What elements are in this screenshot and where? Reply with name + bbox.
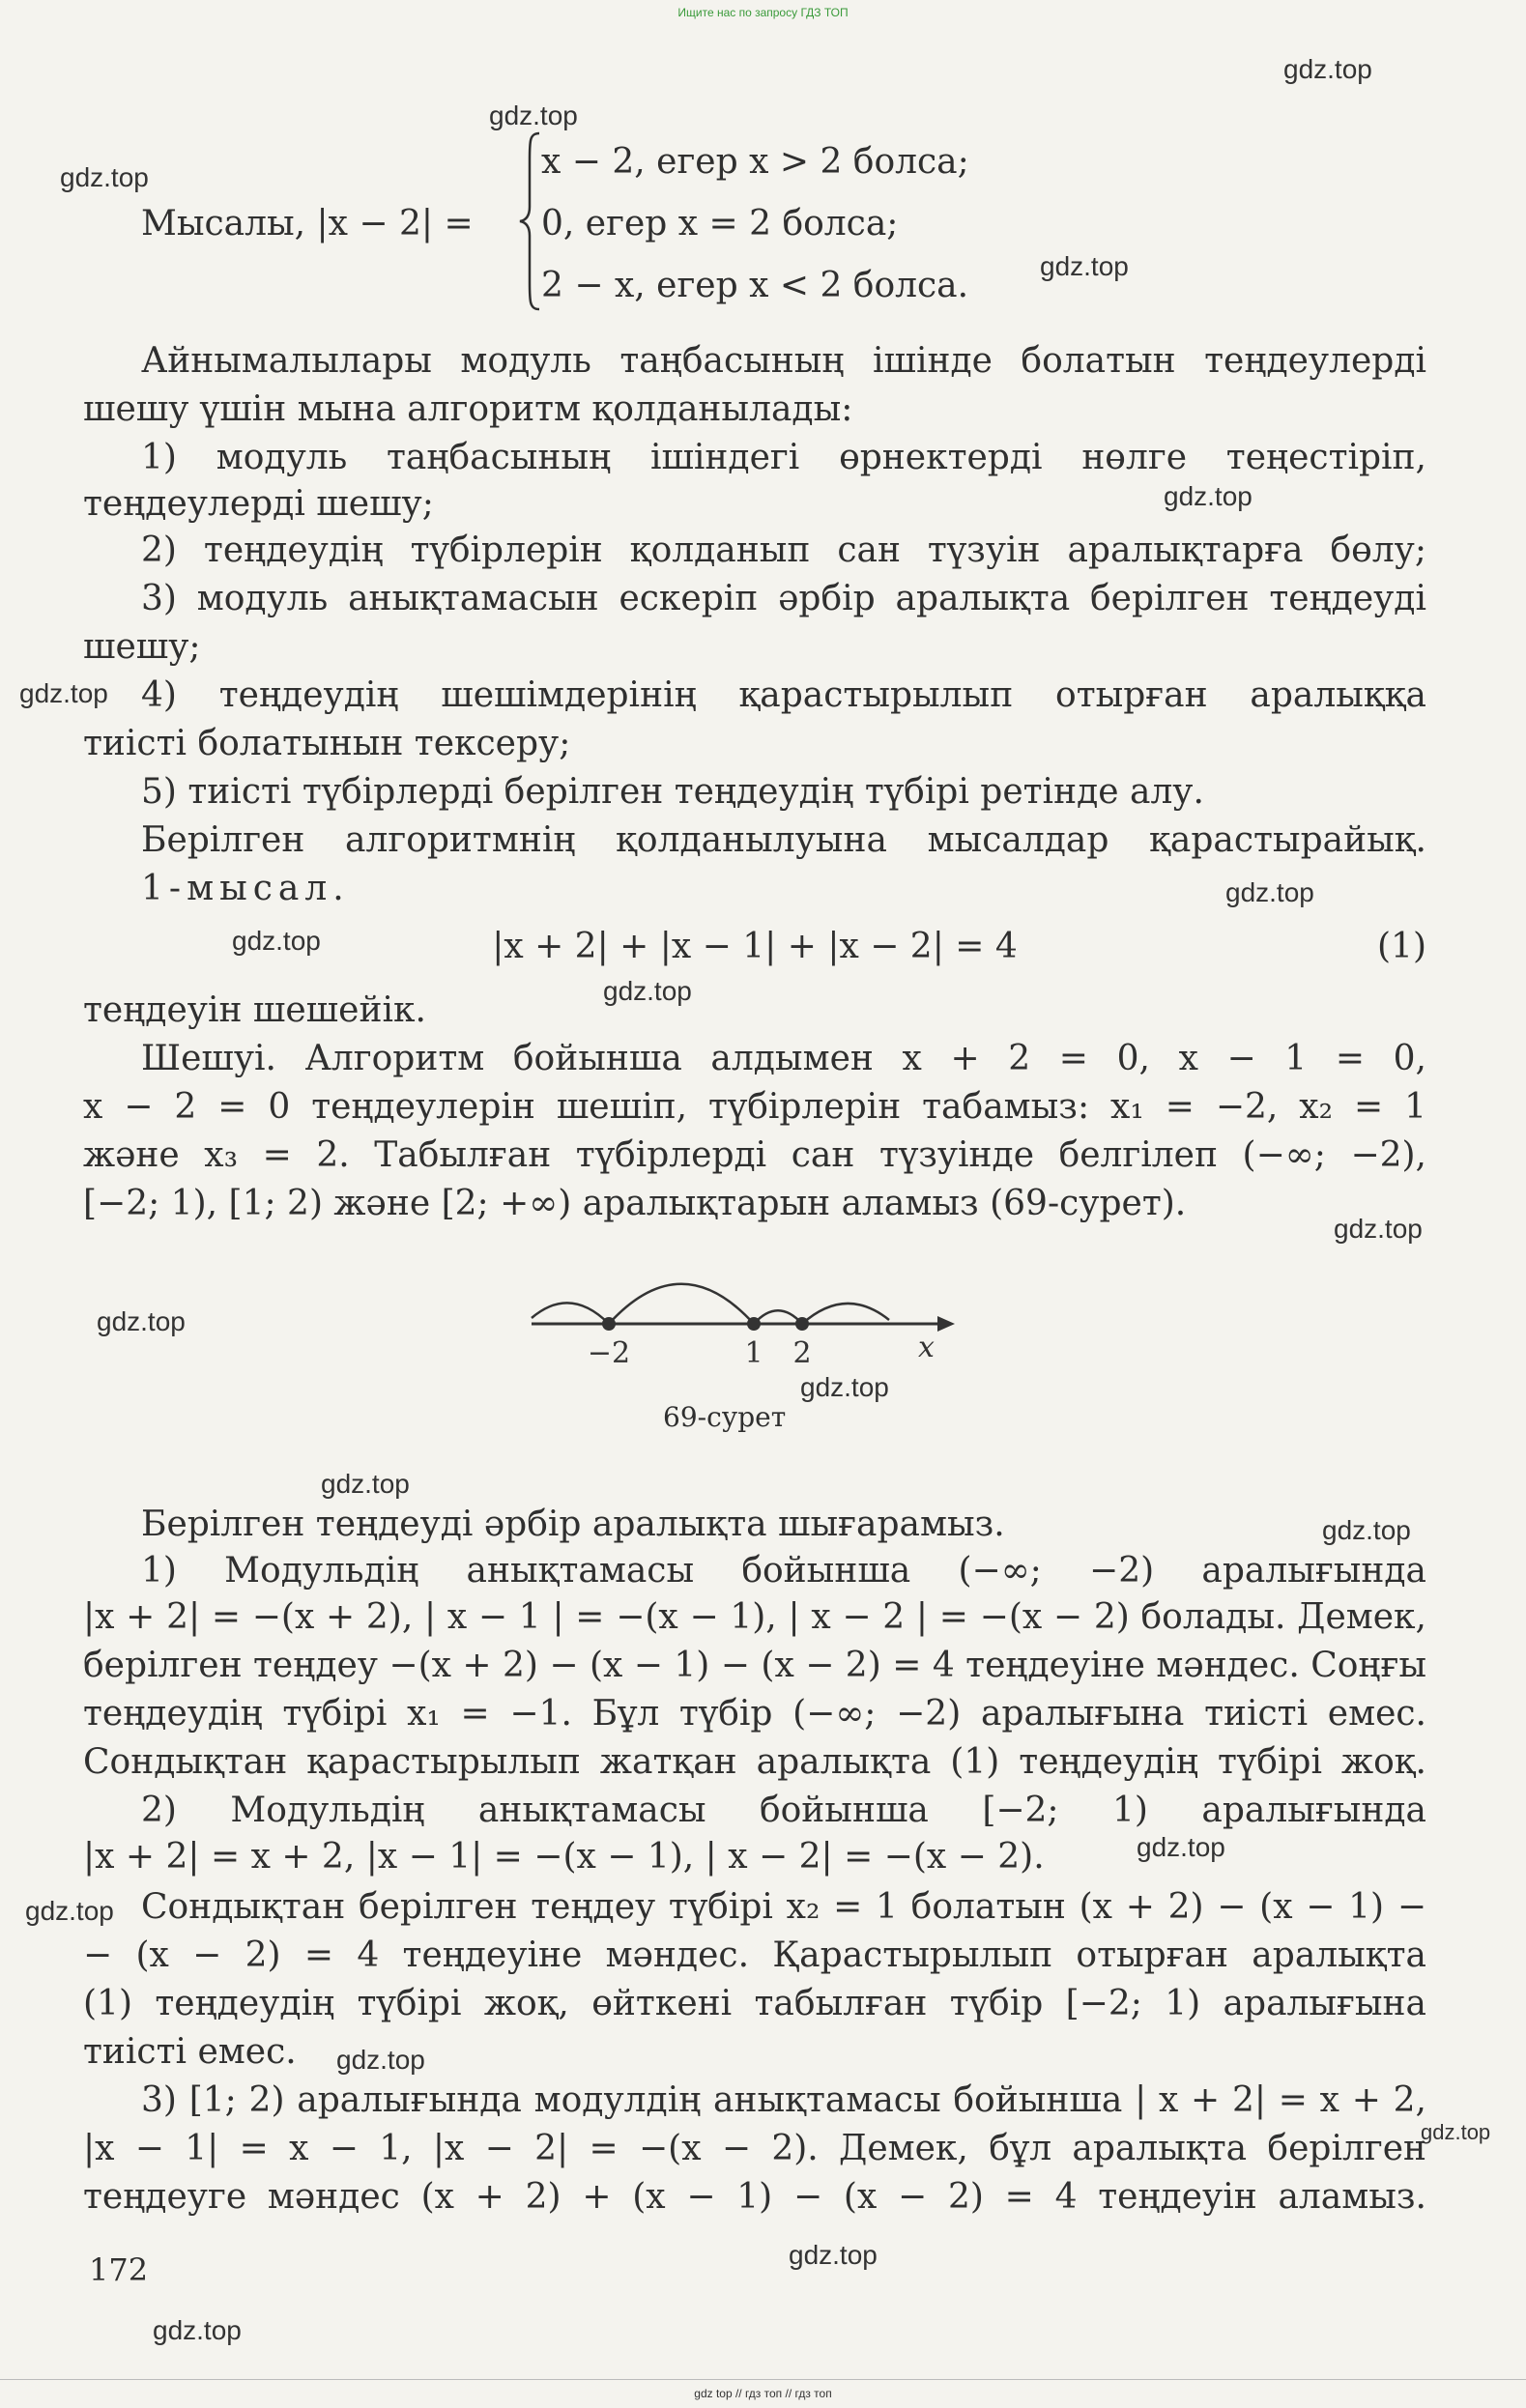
text-line: 2) теңдеудің түбірлерін қолданып сан түзуін аралықтарға бөлу;	[141, 530, 1426, 570]
example-label: Мысалы, |x − 2| =	[141, 204, 474, 244]
text-line: Сондықтан қарастырылып жатқан аралықта (1) теңдеудің түбірі жоқ.	[83, 1742, 1426, 1782]
watermark: gdz.top	[789, 2240, 878, 2270]
watermark: gdz.top	[1334, 1214, 1423, 1244]
case-line: 2 − x, егер x < 2 болса.	[541, 266, 969, 305]
text-line: теңдеуге мәндес (x + 2) + (x − 1) − (x − 2) = 4 теңдеуін аламыз.	[83, 2177, 1426, 2217]
interval-arc	[532, 1303, 609, 1324]
watermark: gdz.top	[1040, 251, 1129, 281]
text-line: [−2; 1), [1; 2) және [2; +∞) аралықтарын аламыз (69-сурет).	[83, 1184, 1187, 1223]
text-line: |x + 2| = x + 2, |x − 1| = −(x − 1), | x − 2| = −(x − 2).	[83, 1837, 1045, 1877]
watermark: gdz.top	[60, 162, 149, 192]
text-line: |x − 1| = x − 1, |x − 2| = −(x − 2). Демек, бұл аралықта берілген	[83, 2129, 1426, 2168]
axis-label: x	[918, 1331, 935, 1364]
brace-icon	[518, 131, 541, 311]
text-line: теңдеулерді шешу;	[83, 484, 434, 524]
watermark: gdz.top	[336, 2045, 425, 2075]
interval-arc	[754, 1310, 802, 1324]
text-line: шешу үшін мына алгоритм қолданылады:	[83, 389, 853, 429]
text-line: шешу;	[83, 627, 201, 667]
equation-number: (1)	[1377, 927, 1426, 966]
top-banner: Ищите нас по запросу ГДЗ ТОП	[677, 6, 849, 19]
text-line: Берілген теңдеуді әрбір аралықта шығарамыз.	[141, 1505, 1005, 1544]
watermark: gdz.top	[1137, 1832, 1225, 1862]
point-label: 2	[792, 1336, 812, 1370]
interval-arc	[609, 1284, 754, 1324]
watermark: gdz.top	[800, 1372, 889, 1402]
number-line-point	[747, 1317, 761, 1331]
watermark: gdz.top	[603, 976, 692, 1006]
number-line-figure	[512, 1256, 957, 1391]
interval-arc	[802, 1304, 889, 1324]
page-number: 172	[89, 2251, 149, 2288]
text-line: және x₃ = 2. Табылған түбірлерді сан түзуінде белгілеп (−∞; −2),	[83, 1135, 1426, 1175]
text-line: |x + 2| = −(x + 2), | x − 1 | = −(x − 1), | x − 2 | = −(x − 2) болады. Демек,	[83, 1597, 1426, 1637]
number-line-point	[795, 1317, 809, 1331]
text-line: теңдеудің түбірі x₁ = −1. Бұл түбір (−∞; −2) аралығына тиісті емес.	[83, 1694, 1426, 1734]
case-line: x − 2, егер x > 2 болса;	[541, 142, 969, 182]
figure-caption: 69-сурет	[663, 1401, 787, 1433]
watermark: gdz.top	[97, 1306, 186, 1336]
text-line: 5) тиісті түбірлерді берілген теңдеудің түбірі ретінде алу.	[141, 772, 1204, 812]
text-line: Сондықтан берілген теңдеу түбірі x₂ = 1 болатын (x + 2) − (x − 1) −	[141, 1887, 1426, 1927]
number-line-point	[602, 1317, 616, 1331]
text-line: − (x − 2) = 4 теңдеуіне мәндес. Қарастырылып отырған аралықта	[83, 1935, 1426, 1975]
text-line: берілген теңдеу −(x + 2) − (x − 1) − (x − 2) = 4 теңдеуіне мәндес. Соңғы	[83, 1646, 1426, 1685]
text-line: теңдеуін шешейік.	[83, 990, 426, 1030]
watermark: gdz.top	[19, 678, 108, 708]
text-line: 4) теңдеудің шешімдерінің қарастырылып отырған аралыққа	[141, 675, 1426, 715]
text-line: тиісті емес.	[83, 2032, 297, 2072]
interval-arcs	[532, 1284, 889, 1324]
watermark: gdz.top	[1283, 54, 1372, 84]
watermark: gdz.top	[1421, 2120, 1491, 2144]
watermark: gdz.top	[232, 926, 321, 956]
text-line: 2) Модульдің анықтамасы бойынша [−2; 1) аралығында	[141, 1791, 1426, 1830]
text-line: Берілген алгоритмнің қолданылуына мысалдар қарастырайық.	[141, 820, 1426, 860]
axis-arrow-icon	[937, 1316, 955, 1332]
equation-1: |x + 2| + |x − 1| + |x − 2| = 4	[492, 927, 1018, 966]
text-line: 3) модуль анықтамасын ескеріп әрбір аралықта берілген теңдеуді	[141, 579, 1426, 618]
text-line: (1) теңдеудің түбірі жоқ, өйткені табылған түбір [−2; 1) аралығына	[83, 1984, 1426, 2023]
text-line: тиісті болатынын тексеру;	[83, 724, 571, 763]
watermark: gdz.top	[489, 100, 578, 130]
watermark: gdz.top	[25, 1896, 114, 1926]
text-line: 1) Модульдің анықтамасы бойынша (−∞; −2) аралығында	[141, 1551, 1426, 1591]
footer-text: gdz top // гдз топ // гдз топ	[694, 2387, 832, 2400]
watermark: gdz.top	[153, 2315, 242, 2345]
text-line: x − 2 = 0 теңдеулерін шешіп, түбірлерін табамыз: x₁ = −2, x₂ = 1	[83, 1087, 1426, 1127]
watermark: gdz.top	[1322, 1515, 1411, 1545]
footer-divider	[0, 2379, 1526, 2380]
watermark: gdz.top	[321, 1469, 410, 1499]
example-heading: 1-мысал.	[141, 869, 350, 908]
text-line: 1) модуль таңбасының ішіндегі өрнектерді нөлге теңестіріп,	[141, 438, 1426, 477]
point-label: 1	[744, 1336, 763, 1370]
case-line: 0, егер x = 2 болса;	[541, 204, 899, 244]
equation-row	[83, 926, 1426, 968]
text-line: 3) [1; 2) аралығында модулдің анықтамасы бойынша | x + 2| = x + 2,	[141, 2080, 1426, 2120]
text-line: Шешуі. Алгоритм бойынша алдымен x + 2 = 0, x − 1 = 0,	[141, 1039, 1426, 1078]
watermark: gdz.top	[1164, 481, 1252, 511]
point-label: −2	[587, 1336, 631, 1370]
text-line: Айнымалылары модуль таңбасының ішінде болатын теңдеулерді	[141, 341, 1426, 381]
watermark: gdz.top	[1225, 877, 1314, 907]
